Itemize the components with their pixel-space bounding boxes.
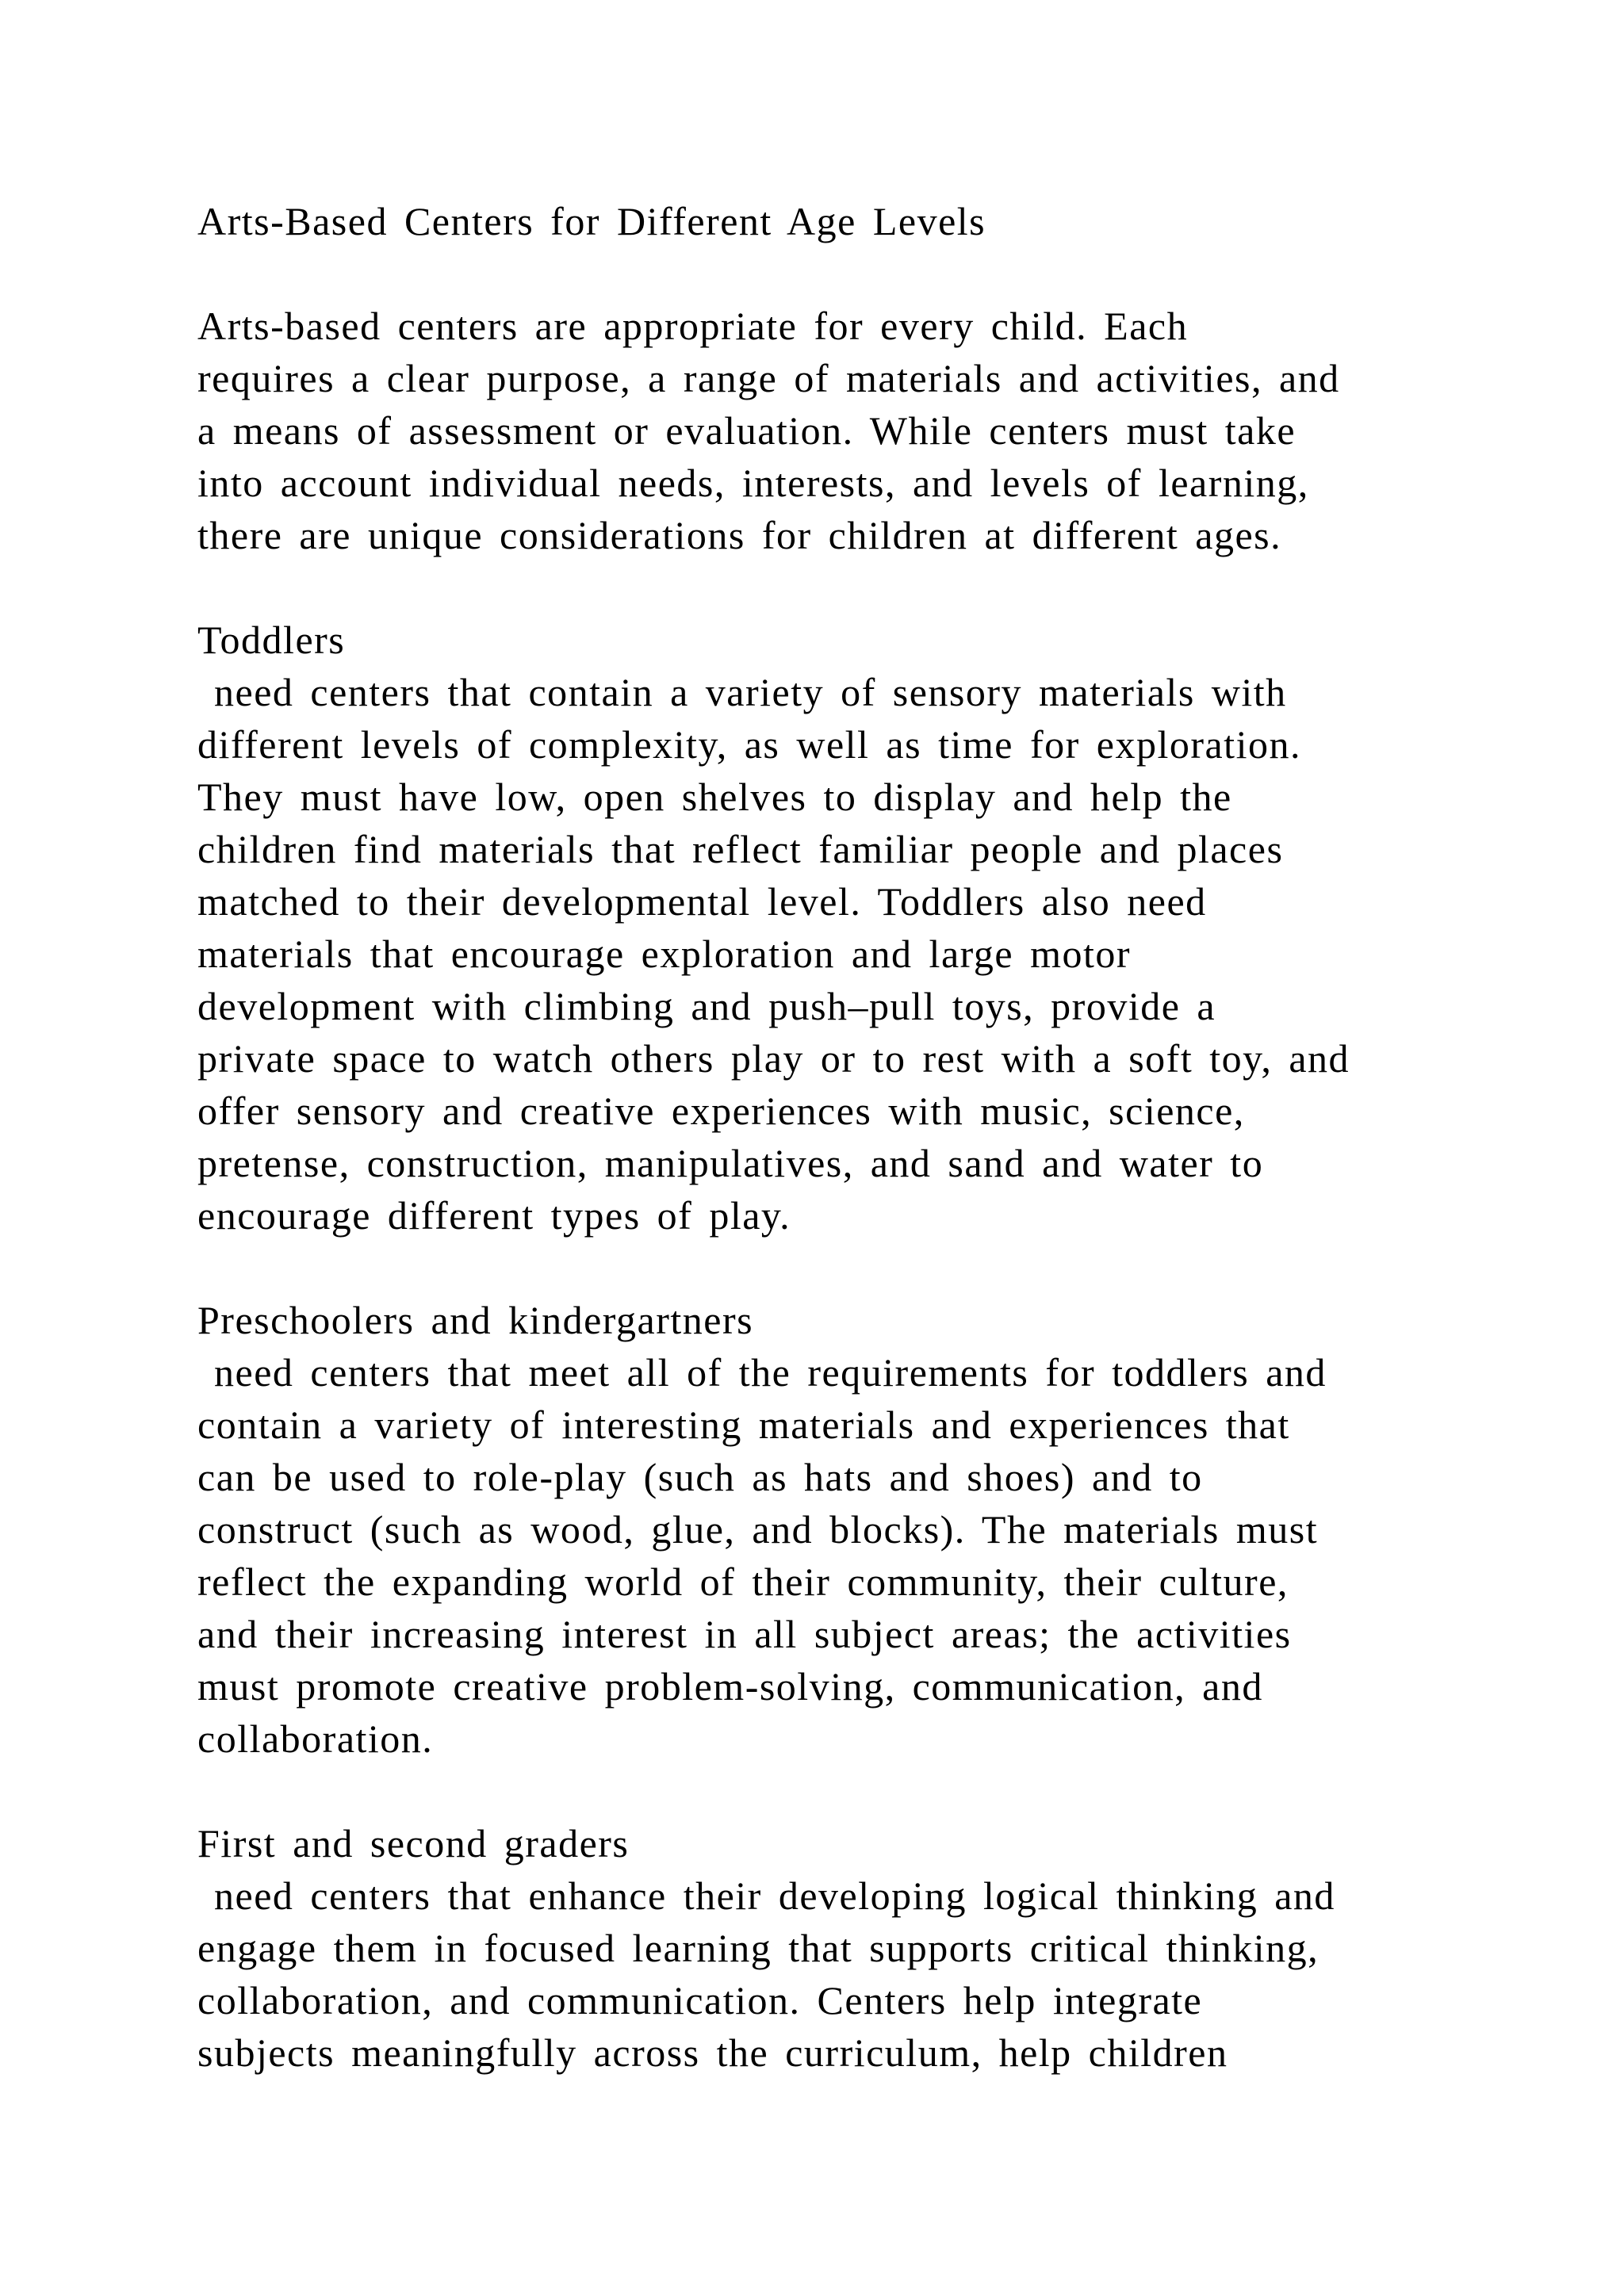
preschoolers-line: must promote creative problem-solving, communication, and [197, 1664, 1263, 1709]
graders-heading: First and second graders [197, 1821, 630, 1866]
toddlers-line: They must have low, open shelves to display and help the [197, 775, 1232, 819]
toddlers-line: development with climbing and push–pull toys, provide a [197, 984, 1216, 1028]
preschoolers-line: and their increasing interest in all subject areas; the activities [197, 1612, 1292, 1656]
document-title: Arts-Based Centers for Different Age Levels [197, 199, 986, 243]
toddlers-line: offer sensory and creative experiences with music, science, [197, 1089, 1245, 1133]
toddlers-line: children find materials that reflect familiar people and places [197, 827, 1284, 871]
preschoolers-line: need centers that meet all of the requirements for toddlers and [197, 1350, 1327, 1395]
toddlers-line: private space to watch others play or to rest with a soft toy, and [197, 1036, 1350, 1081]
intro-line: Arts-based centers are appropriate for every child. Each [197, 304, 1189, 348]
preschoolers-line: can be used to role-play (such as hats and shoes) and to [197, 1455, 1203, 1499]
graders-line: need centers that enhance their developing logical thinking and [197, 1873, 1335, 1918]
toddlers-line: different levels of complexity, as well as time for exploration. [197, 722, 1301, 767]
toddlers-line: pretense, construction, manipulatives, and sand and water to [197, 1141, 1264, 1185]
graders-line: subjects meaningfully across the curriculum, help children [197, 2030, 1228, 2075]
toddlers-line: encourage different types of play. [197, 1193, 791, 1238]
toddlers-heading: Toddlers [197, 618, 346, 662]
intro-line: there are unique considerations for children at different ages. [197, 513, 1282, 557]
graders-line: engage them in focused learning that supports critical thinking, [197, 1926, 1320, 1970]
toddlers-line: materials that encourage exploration and large motor [197, 932, 1132, 976]
intro-line: into account individual needs, interests, and levels of learning, [197, 461, 1309, 505]
preschoolers-line: construct (such as wood, glue, and blocks). The materials must [197, 1507, 1319, 1552]
toddlers-line: need centers that contain a variety of sensory materials with [197, 670, 1287, 714]
preschoolers-heading: Preschoolers and kindergartners [197, 1298, 754, 1342]
intro-line: requires a clear purpose, a range of materials and activities, and [197, 356, 1340, 400]
toddlers-line: matched to their developmental level. Toddlers also need [197, 879, 1207, 924]
preschoolers-line: collaboration. [197, 1716, 434, 1761]
preschoolers-line: contain a variety of interesting materials and experiences that [197, 1402, 1290, 1447]
graders-line: collaboration, and communication. Centers help integrate [197, 1978, 1203, 2022]
preschoolers-line: reflect the expanding world of their community, their culture, [197, 1559, 1289, 1604]
intro-line: a means of assessment or evaluation. While centers must take [197, 408, 1297, 453]
